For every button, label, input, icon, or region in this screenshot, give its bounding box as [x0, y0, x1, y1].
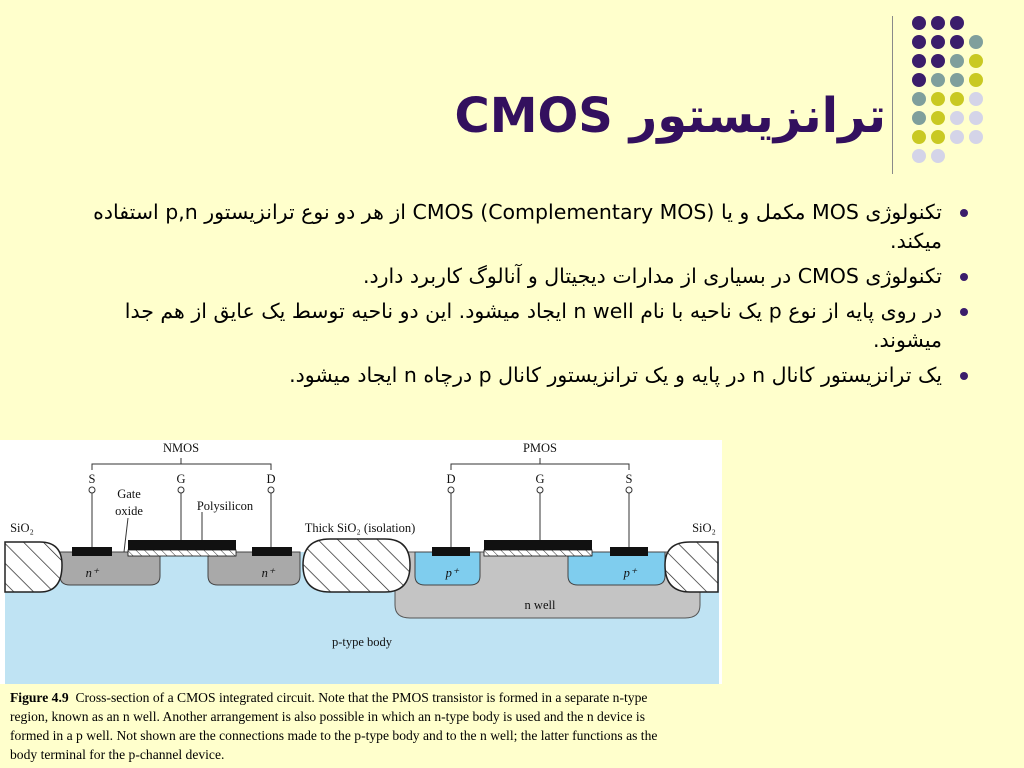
- decorative-dot: [950, 130, 964, 144]
- caption-label: Figure 4.9: [10, 690, 69, 705]
- sio2-left-label: SiO₂: [10, 521, 34, 535]
- pmos-terminal-g: G: [535, 472, 545, 486]
- decorative-dot: [969, 54, 983, 68]
- nmos-source-contact: [72, 547, 112, 556]
- bullet-item-1: تکنولوژی MOS مکمل و یا CMOS (Complementary MOS) از هر دو نوع ترانزیستور p,n استفاده میکند.: [78, 198, 968, 256]
- pmos-gate-oxide: [484, 550, 592, 556]
- pmos-source-contact: [610, 547, 648, 556]
- pmos-gate-polysilicon: [484, 540, 592, 550]
- pmos-label: PMOS: [522, 441, 558, 455]
- bullet-dot-icon: [960, 273, 968, 281]
- decorative-dot: [912, 92, 926, 106]
- decorative-dot: [950, 54, 964, 68]
- decorative-dot: [950, 16, 964, 30]
- p-plus-source-label: p⁺: [623, 566, 637, 580]
- nmos-drain-n-plus: [208, 552, 300, 585]
- caption-line-4: body terminal for the p-channel device.: [10, 747, 225, 762]
- p-plus-drain-label: p⁺: [445, 566, 459, 580]
- decorative-dot: [931, 111, 945, 125]
- caption-line-1: Cross-section of a CMOS integrated circuit. Note that the PMOS transistor is formed in a separate n-type: [75, 690, 648, 705]
- decorative-dot: [931, 35, 945, 49]
- bullet-item-3: در روی پایه از نوع p یک ناحیه با نام n well ایجاد میشود. این دو ناحیه توسط یک عایق از هم جدا میشوند.: [78, 297, 968, 355]
- slide-title: ترانزیستور CMOS: [454, 88, 886, 144]
- decorative-dot: [950, 73, 964, 87]
- decorative-dot: [950, 111, 964, 125]
- decorative-dot: [969, 73, 983, 87]
- caption-line-3: formed in a p well. Not shown are the connections made to the p-type body and to the n well; the latter functions as the: [10, 728, 658, 743]
- bullet-dot-icon: [960, 308, 968, 316]
- sio2-right-label: SiO₂: [692, 521, 716, 535]
- nmos-terminal-d: D: [266, 472, 276, 486]
- decorative-dot: [912, 54, 926, 68]
- decorative-dot: [950, 92, 964, 106]
- decorative-dot: [931, 73, 945, 87]
- decorative-dot: [912, 111, 926, 125]
- decorative-dot: [969, 35, 983, 49]
- bullet-item-4: یک ترانزیستور کانال n در پایه و یک ترانزیستور کانال p درچاه n ایجاد میشود.: [78, 361, 968, 390]
- n-plus-source-label: n⁺: [85, 566, 99, 580]
- decorative-dot: [969, 130, 983, 144]
- nmos-label: NMOS: [162, 441, 200, 455]
- decorative-dot: [912, 35, 926, 49]
- pmos-drain-contact: [432, 547, 470, 556]
- thick-sio2-label: Thick SiO₂ (isolation): [304, 521, 416, 535]
- bullet-item-2: تکنولوژی CMOS در بسیاری از مدارات دیجیتال و آنالوگ کاربرد دارد.: [78, 262, 968, 291]
- decorative-dot: [969, 92, 983, 106]
- decorative-dot: [931, 149, 945, 163]
- decorative-dot: [912, 130, 926, 144]
- pmos-terminal-s: S: [625, 472, 633, 486]
- caption-line-2: region, known as an n well. Another arrangement is also possible in which an n-type body is used and the n device is: [10, 709, 645, 724]
- gate-oxide-label-line2: oxide: [115, 504, 143, 518]
- cmos-cross-section-figure: [0, 440, 722, 684]
- decorative-dot: [912, 73, 926, 87]
- thick-sio2-isolation: [303, 539, 410, 592]
- decorative-dot: [912, 16, 926, 30]
- bullet-dot-icon: [960, 209, 968, 217]
- decorative-dot: [912, 149, 926, 163]
- n-well-label: n well: [524, 598, 556, 612]
- decorative-dot: [931, 54, 945, 68]
- bullet-dot-icon: [960, 372, 968, 380]
- nmos-terminal-g: G: [176, 472, 186, 486]
- nmos-drain-contact: [252, 547, 292, 556]
- p-type-body-label: p-type body: [331, 635, 393, 649]
- decorative-dot: [931, 130, 945, 144]
- decorative-dot: [931, 16, 945, 30]
- n-plus-drain-label: n⁺: [261, 566, 275, 580]
- gate-oxide-label-line1: Gate: [117, 487, 141, 501]
- polysilicon-label: Polysilicon: [196, 499, 254, 513]
- figure-caption: [10, 688, 770, 764]
- decorative-dot: [931, 92, 945, 106]
- decorative-dot: [969, 111, 983, 125]
- right-sio2-isolation: [665, 542, 718, 592]
- pmos-source-p-plus: [568, 552, 665, 585]
- bullet-list: [78, 198, 968, 396]
- nmos-gate-oxide: [128, 550, 236, 556]
- nmos-source-n-plus: [60, 552, 160, 585]
- nmos-terminal-s: S: [88, 472, 96, 486]
- decorative-dot: [950, 35, 964, 49]
- nmos-gate-polysilicon: [128, 540, 236, 550]
- title-divider-line: [892, 16, 893, 174]
- pmos-terminal-d: D: [446, 472, 456, 486]
- left-sio2-isolation: [5, 542, 62, 592]
